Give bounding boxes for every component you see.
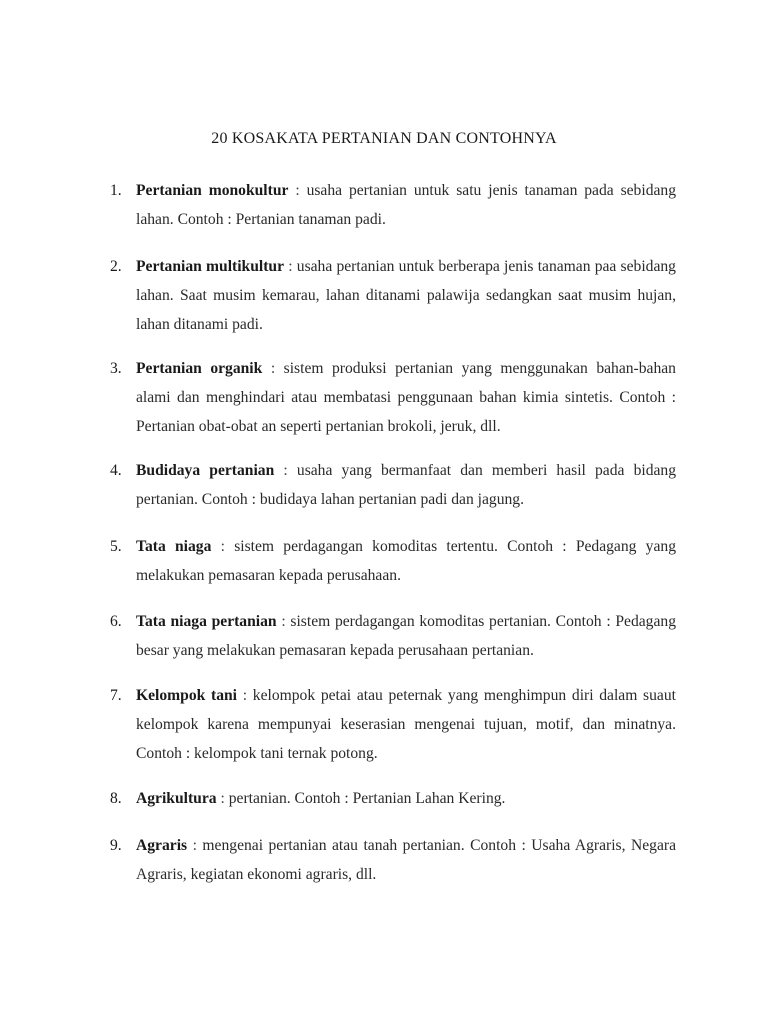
document-title: 20 KOSAKATA PERTANIAN DAN CONTOHNYA [211,130,557,147]
list-item-body [136,681,676,768]
list-item-body [136,831,676,889]
list-item-definition: sistem perdagangan komoditas pertanian. Contoh : Pedagang besar yang melakukan pemasaran kepada perusahaan pertanian. [136,613,676,659]
list-item-separator: : [288,258,293,275]
list-item-definition: sistem perdagangan komoditas tertentu. Contoh : Pedagang yang melakukan pemasaran kepada perusahaan. [136,538,676,584]
list-item-body [136,607,676,665]
list-item-number: 1. [110,182,122,199]
list-item [110,354,676,441]
list-item-term: Tata niaga [136,538,212,555]
list-item-body [136,456,676,514]
list-item-separator: : [220,790,225,807]
list-item-number: 7. [110,687,122,704]
list-item [110,607,676,665]
list-item-term: Tata niaga pertanian [136,613,277,630]
list-item [110,456,676,514]
list-item-separator: : [220,538,225,555]
list-item-number: 2. [110,258,122,275]
list-item-definition: mengenai pertanian atau tanah pertanian. Contoh : Usaha Agraris, Negara Agraris, kegiatan ekonomi agraris, dll. [136,837,677,883]
list-item-term: Agraris [136,837,188,854]
list-item-term: Pertanian monokultur [136,182,289,199]
list-item [110,532,676,590]
list-item-separator: : [295,182,300,199]
list-item-body [136,784,676,813]
list-item-term: Budidaya pertanian [136,462,275,479]
list-item-definition: sistem produksi pertanian yang menggunakan bahan-bahan alami dan menghindari atau membatasi penggunaan bahan kimia sintetis. Contoh : Pertanian obat-obat an seperti pertanian brokoli, jeruk, dll. [136,360,676,435]
list-item-separator: : [270,360,276,377]
list-item-number: 8. [110,790,122,807]
list-item [110,784,676,813]
list-item-body [136,532,676,590]
list-item-definition: usaha yang bermanfaat dan memberi hasil pada bidang pertanian. Contoh : budidaya lahan pertanian padi dan jagung. [136,462,677,508]
list-item-term: Agrikultura [136,790,217,807]
list-item [110,176,676,234]
list-item-body [136,176,676,234]
list-item [110,831,676,889]
list-item-separator: : [281,613,286,630]
list-item-definition: usaha pertanian untuk satu jenis tanaman pada sebidang lahan. Contoh : Pertanian tanaman padi. [136,182,677,228]
list-item [110,681,676,768]
list-item-definition: usaha pertanian untuk berberapa jenis tanaman paa sebidang lahan. Saat musim kemarau, lahan ditanami palawija sedangkan saat musim hujan, lahan ditanami padi. [136,258,676,333]
list-item-body [136,354,676,441]
list-item-body [136,252,676,339]
list-item-definition: kelompok petai atau peternak yang menghimpun diri dalam suaut kelompok karena mempunyai keserasian mengenai tujuan, motif, dan minatnya. Contoh : kelompok tani ternak potong. [136,687,676,762]
list-item-term: Kelompok tani [136,687,238,704]
list-item-number: 3. [110,360,122,377]
list-item-number: 6. [110,613,122,630]
list-item-number: 4. [110,462,122,479]
list-item-separator: : [283,462,288,479]
list-item-number: 9. [110,837,122,854]
list-item-term: Pertanian multikultur [136,258,285,275]
list-item-definition: pertanian. Contoh : Pertanian Lahan Kering. [228,790,506,807]
list-item-number: 5. [110,538,122,555]
list-item [110,252,676,339]
list-item-separator: : [192,837,197,854]
list-item-separator: : [242,687,248,704]
list-item-term: Pertanian organik [136,360,263,377]
